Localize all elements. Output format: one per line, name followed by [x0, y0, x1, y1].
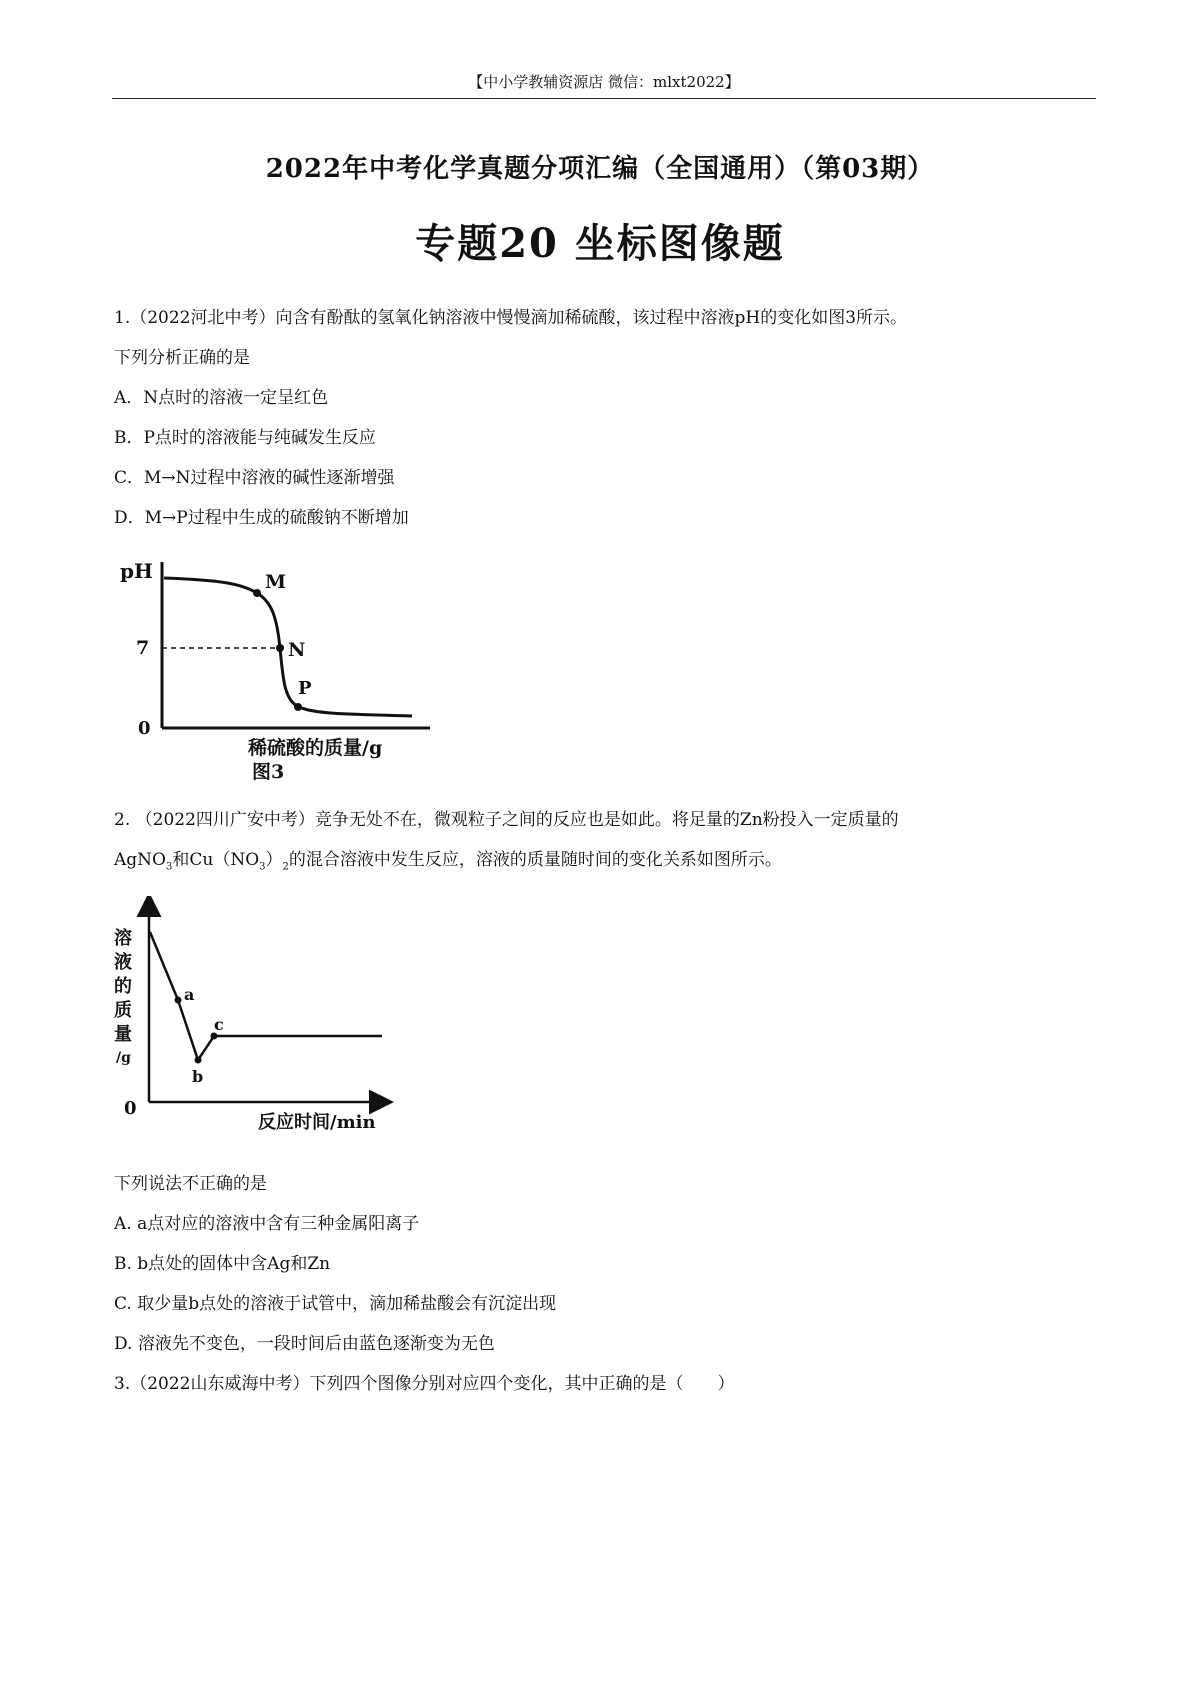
question-2-option-a: A. a点对应的溶液中含有三种金属阳离子 — [114, 1214, 420, 1234]
point-b-label: b — [192, 1067, 204, 1086]
page-header: 【中小学教辅资源店 微信：mlxt2022】 — [468, 73, 740, 91]
y-tick-7: 7 — [136, 637, 150, 659]
figure-ph-curve — [112, 548, 432, 788]
y-axis-label-char: 量 — [114, 1024, 132, 1045]
formula-agno3: AgNO — [114, 850, 166, 870]
question-1-option-c: C．M→N过程中溶液的碱性逐渐增强 — [114, 468, 395, 488]
subscript: 3 — [259, 861, 266, 873]
formula-bracket: ） — [265, 850, 283, 870]
question-1-stem-continued: 下列分析正确的是 — [114, 348, 250, 368]
document-title: 2022年中考化学真题分项汇编（全国通用）（第03期） — [265, 154, 935, 184]
point-p — [294, 703, 302, 711]
subscript: 2 — [282, 861, 289, 873]
point-p-label: P — [298, 678, 312, 699]
y-axis-label-char: 质 — [114, 1000, 132, 1021]
y-axis-label: pH — [120, 559, 153, 583]
question-2-option-c: C. 取少量b点处的溶液于试管中，滴加稀盐酸会有沉淀出现 — [114, 1294, 557, 1314]
y-axis-label-char: 的 — [114, 976, 132, 997]
figure-caption: 图3 — [252, 761, 285, 783]
question-2-option-b: B. b点处的固体中含Ag和Zn — [114, 1254, 331, 1274]
origin-label: 0 — [138, 718, 151, 739]
question-1-option-d: D．M→P过程中生成的硫酸钠不断增加 — [114, 508, 409, 528]
question-1-stem: 1.（2022河北中考）向含有酚酞的氢氧化钠溶液中慢慢滴加稀硫酸，该过程中溶液pH的变化如图3所示。 — [114, 308, 908, 328]
question-1-option-b: B．P点时的溶液能与纯碱发生反应 — [114, 428, 376, 448]
question-2 — [114, 800, 1104, 887]
question-2-stem: 2. （2022四川广安中考）竞争无处不在，微观粒子之间的反应也是如此。将足量的Zn粉投入一定质量的 — [114, 810, 899, 830]
question-1 — [114, 298, 1104, 538]
x-axis-label: 反应时间/min — [258, 1112, 376, 1133]
point-b — [195, 1057, 202, 1064]
y-axis-label-char: /g — [116, 1050, 131, 1066]
question-2-stem-continued — [114, 840, 1104, 887]
point-n — [276, 644, 284, 652]
point-m-label: M — [265, 571, 287, 593]
y-axis-label-char: 溶 — [114, 928, 132, 949]
point-m — [253, 589, 261, 597]
subscript: 3 — [165, 861, 173, 873]
topic-title: 专题20 坐标图像题 — [415, 220, 785, 267]
origin-label: 0 — [124, 1098, 137, 1119]
question-2-option-d: D. 溶液先不变色，一段时间后由蓝色逐渐变为无色 — [114, 1334, 495, 1354]
stem-tail: 的混合溶液中发生反应，溶液的质量随时间的变化关系如图所示。 — [288, 850, 782, 870]
point-a-label: a — [184, 985, 195, 1004]
point-c-label: c — [214, 1015, 224, 1034]
x-axis-label: 稀硫酸的质量/g — [248, 737, 383, 759]
question-2-choices — [114, 1164, 1104, 1404]
formula-cuno3-part: 和Cu（NO — [172, 850, 260, 870]
question-1-option-a: A．N点时的溶液一定呈红色 — [114, 388, 329, 408]
question-3-stem: 3.（2022山东威海中考）下列四个图像分别对应四个变化，其中正确的是（ ） — [114, 1374, 735, 1394]
figure-solution-mass — [112, 896, 422, 1136]
question-2-prompt: 下列说法不正确的是 — [114, 1174, 267, 1194]
y-axis-label-char: 液 — [114, 952, 132, 973]
point-a — [175, 997, 182, 1004]
point-n-label: N — [288, 639, 306, 661]
header-divider — [112, 98, 1096, 99]
